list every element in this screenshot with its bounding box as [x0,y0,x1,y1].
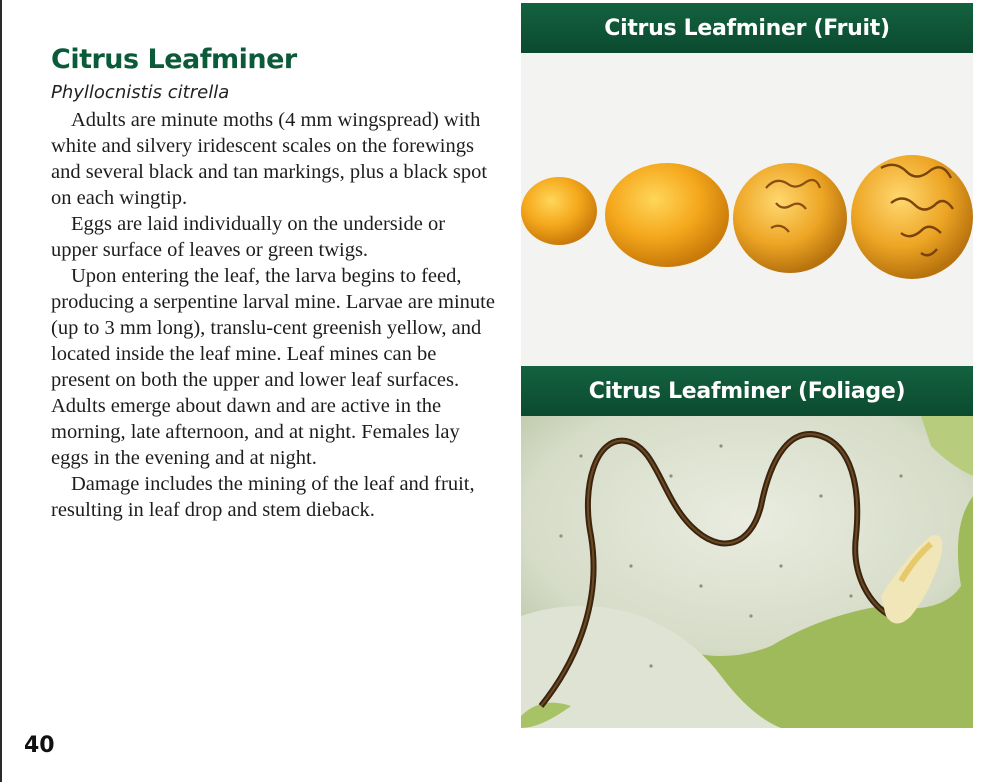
scientific-name: Phyllocnistis citrella [51,82,230,103]
foliage-photo-caption: Citrus Leafminer (Foliage) [521,366,973,416]
paragraph-larva: Upon entering the leaf, the larva begins to feed, producing a serpentine larval mine. Larvae are minute (up to 3 mm long), translu-cent greenish yellow, and located inside the leaf mine. Leaf mines can be present on both the upper and lower leaf surfaces. Adults emerge about dawn and are active in the morning, late afternoon, and at night. Females lay eggs in the evening and at night. [51,265,495,469]
fruit-photo-caption: Citrus Leafminer (Fruit) [521,3,973,53]
paragraph-damage: Damage includes the mining of the leaf and fruit, resulting in leaf drop and stem dieback. [51,473,475,521]
description-text [51,107,496,523]
page-left-border [0,0,2,782]
paragraph-eggs: Eggs are laid individually on the underside or upper surface of leaves or green twigs. [51,213,446,261]
foliage-photo [521,416,973,728]
page-title: Citrus Leafminer [51,44,297,75]
fruit-photo [521,53,973,366]
page-number: 40 [24,733,55,758]
paragraph-adults: Adults are minute moths (4 mm wingspread) with white and silvery iridescent scales on the forewings and several black and tan markings, plus a black spot on each wingtip. [51,109,488,209]
